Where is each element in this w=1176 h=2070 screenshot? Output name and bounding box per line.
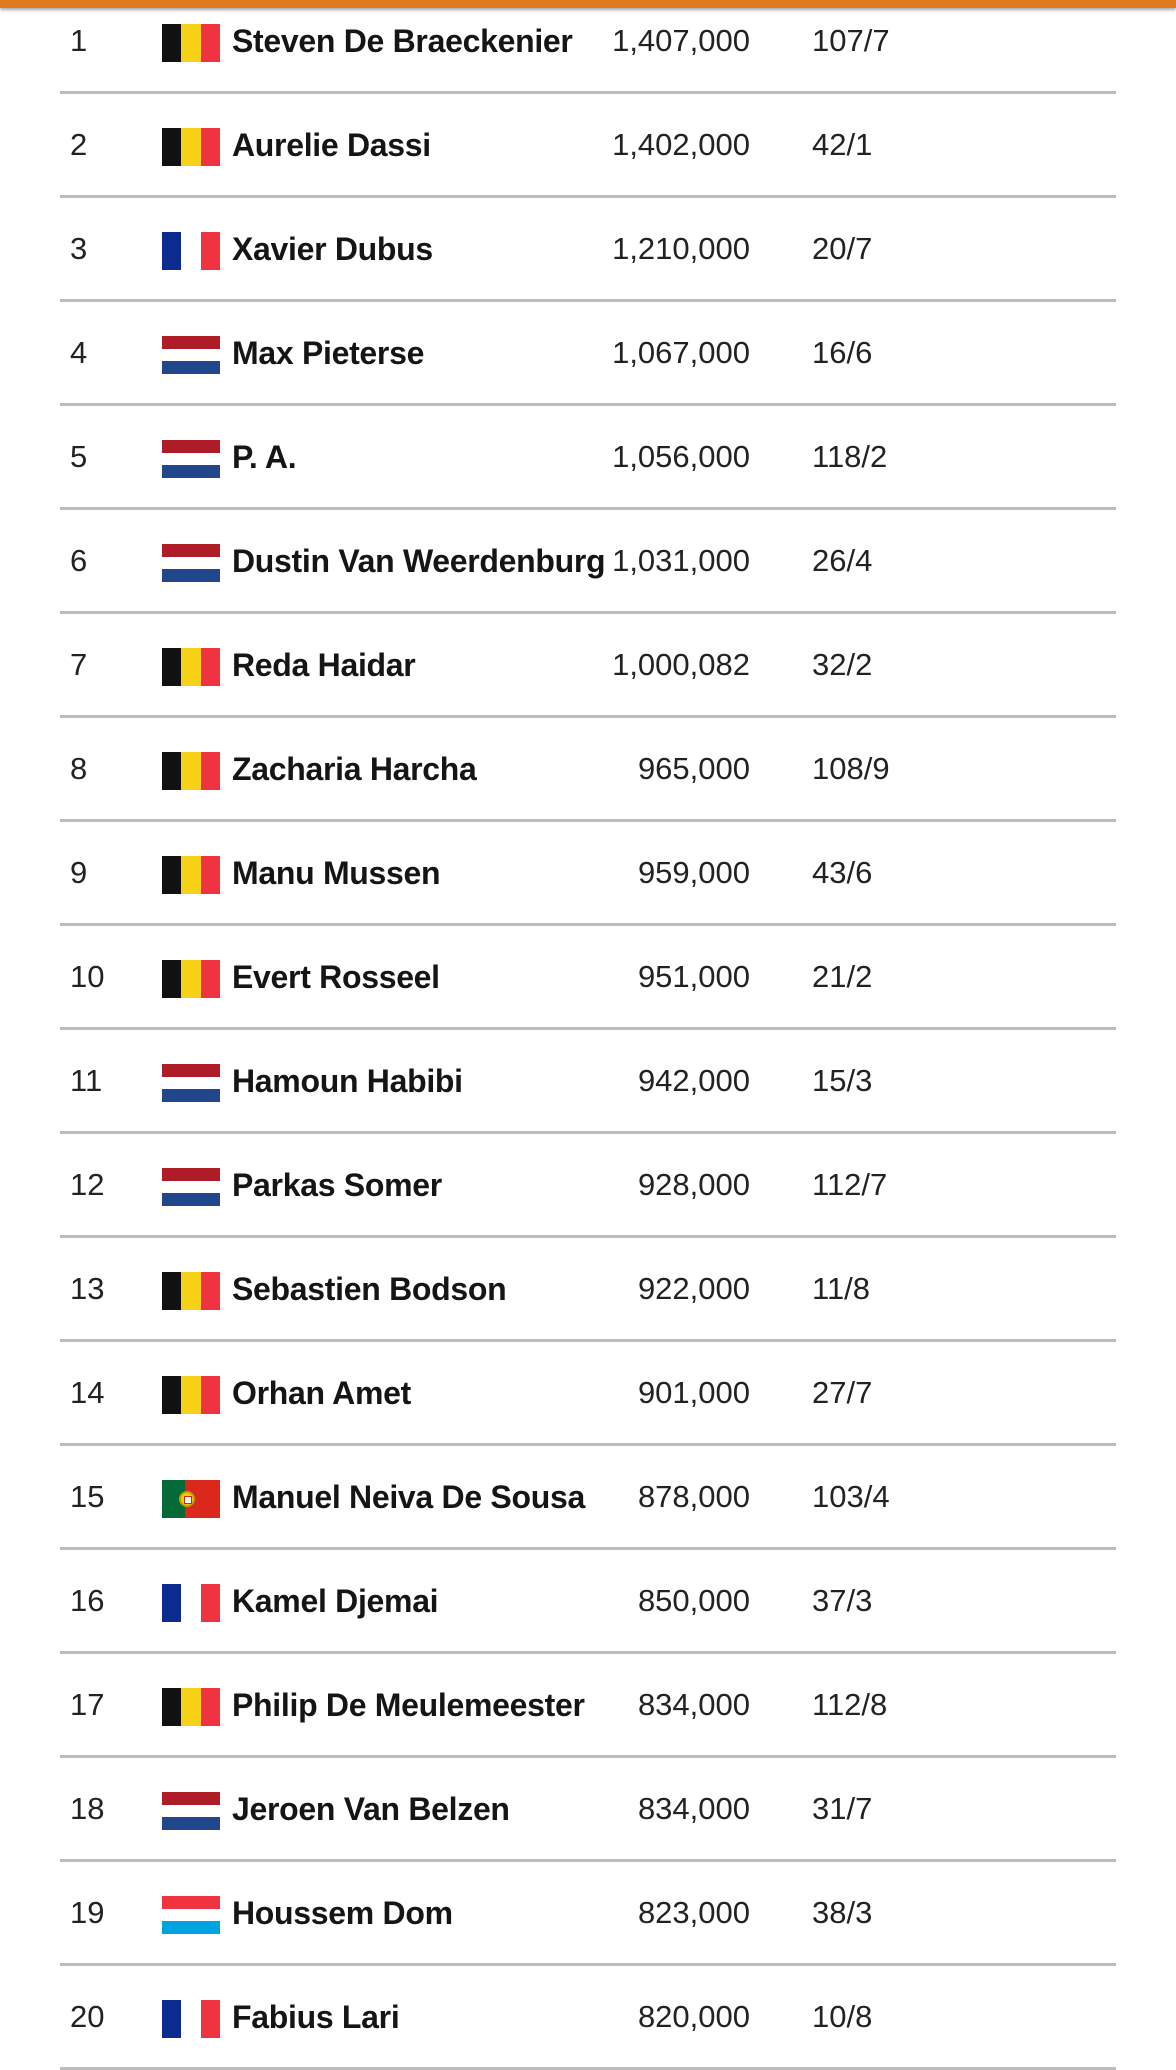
france-flag-icon xyxy=(162,2000,220,2038)
score-cell: 27/7 xyxy=(812,1375,873,1410)
netherlands-flag-icon xyxy=(162,1792,220,1830)
table-row xyxy=(0,1446,1176,1550)
table-row xyxy=(0,1134,1176,1238)
score-cell: 15/3 xyxy=(812,1063,873,1098)
netherlands-flag-icon xyxy=(162,336,220,374)
table-row xyxy=(0,1030,1176,1134)
france-flag-icon xyxy=(162,232,220,270)
score-cell: 26/4 xyxy=(812,543,873,578)
score-cell: 20/7 xyxy=(812,231,873,266)
table-row xyxy=(0,718,1176,822)
player-name: Xavier Dubus xyxy=(232,230,433,267)
points-cell: 834,000 xyxy=(637,1791,750,1826)
points-cell: 1,407,000 xyxy=(612,23,750,58)
score-cell: 21/2 xyxy=(812,959,873,994)
player-name: Max Pieterse xyxy=(232,334,425,371)
rank-cell: 13 xyxy=(70,1271,105,1306)
points-cell: 901,000 xyxy=(637,1375,750,1410)
belgium-flag-icon xyxy=(162,960,220,998)
table-row xyxy=(0,302,1176,406)
player-name: Orhan Amet xyxy=(232,1374,411,1411)
table-row xyxy=(0,1862,1176,1966)
player-name: Kamel Djemai xyxy=(232,1582,439,1619)
score-cell: 32/2 xyxy=(812,647,873,682)
score-cell: 37/3 xyxy=(812,1583,873,1618)
points-cell: 834,000 xyxy=(637,1687,750,1722)
luxembourg-flag-icon xyxy=(162,1896,220,1934)
points-cell: 878,000 xyxy=(637,1479,750,1514)
points-cell: 850,000 xyxy=(637,1583,750,1618)
table-row xyxy=(0,510,1176,614)
table-row xyxy=(0,406,1176,510)
player-name: Sebastien Bodson xyxy=(232,1270,507,1307)
table-row xyxy=(0,614,1176,718)
netherlands-flag-icon xyxy=(162,544,220,582)
player-name: Zacharia Harcha xyxy=(232,750,477,787)
score-cell: 38/3 xyxy=(812,1895,873,1930)
belgium-flag-icon xyxy=(162,856,220,894)
table-row xyxy=(0,198,1176,302)
points-cell: 959,000 xyxy=(637,855,750,890)
player-name: Parkas Somer xyxy=(232,1166,442,1203)
rank-cell: 15 xyxy=(70,1479,105,1514)
score-cell: 112/7 xyxy=(812,1167,888,1202)
player-name: Hamoun Habibi xyxy=(232,1062,463,1099)
rank-cell: 19 xyxy=(70,1895,105,1930)
player-name: Jeroen Van Belzen xyxy=(232,1790,510,1827)
table-row xyxy=(0,1238,1176,1342)
points-cell: 942,000 xyxy=(637,1063,750,1098)
rank-cell: 18 xyxy=(70,1791,105,1826)
score-cell: 43/6 xyxy=(812,855,873,890)
player-name: Philip De Meulemeester xyxy=(232,1686,585,1723)
rank-cell: 11 xyxy=(70,1063,103,1098)
rank-cell: 10 xyxy=(70,959,105,994)
player-name: Evert Rosseel xyxy=(232,958,440,995)
player-name: Dustin Van Weerdenburg xyxy=(232,542,606,579)
score-cell: 103/4 xyxy=(812,1479,890,1514)
table-row xyxy=(0,1342,1176,1446)
player-name: Reda Haidar xyxy=(232,646,416,683)
table-row xyxy=(0,926,1176,1030)
points-cell: 922,000 xyxy=(637,1271,750,1306)
rank-cell: 4 xyxy=(70,335,88,370)
belgium-flag-icon xyxy=(162,1272,220,1310)
rank-cell: 17 xyxy=(70,1687,105,1722)
score-cell: 16/6 xyxy=(812,335,873,370)
belgium-flag-icon xyxy=(162,24,220,62)
netherlands-flag-icon xyxy=(162,440,220,478)
points-cell: 1,031,000 xyxy=(612,543,750,578)
points-cell: 820,000 xyxy=(637,1999,750,2034)
score-cell: 31/7 xyxy=(812,1791,873,1826)
score-cell: 42/1 xyxy=(812,127,873,162)
score-cell: 118/2 xyxy=(812,439,888,474)
netherlands-flag-icon xyxy=(162,1168,220,1206)
points-cell: 951,000 xyxy=(637,959,750,994)
player-name: Fabius Lari xyxy=(232,1998,400,2035)
table-row xyxy=(0,1550,1176,1654)
score-cell: 108/9 xyxy=(812,751,890,786)
points-cell: 965,000 xyxy=(637,751,750,786)
france-flag-icon xyxy=(162,1584,220,1622)
player-name: Manuel Neiva De Sousa xyxy=(232,1478,585,1515)
rank-cell: 20 xyxy=(70,1999,105,2034)
belgium-flag-icon xyxy=(162,752,220,790)
rank-cell: 5 xyxy=(70,439,88,474)
score-cell: 10/8 xyxy=(812,1999,873,2034)
table-row xyxy=(0,1654,1176,1758)
table-row xyxy=(0,1758,1176,1862)
player-name: Houssem Dom xyxy=(232,1894,453,1931)
rank-cell: 6 xyxy=(70,543,88,578)
score-cell: 107/7 xyxy=(812,23,890,58)
rank-cell: 12 xyxy=(70,1167,105,1202)
rank-cell: 2 xyxy=(70,127,88,162)
table-row xyxy=(0,1966,1176,2070)
portugal-flag-icon xyxy=(162,1480,220,1518)
player-name: Aurelie Dassi xyxy=(232,126,431,163)
points-cell: 1,056,000 xyxy=(612,439,750,474)
points-cell: 1,000,082 xyxy=(612,647,750,682)
points-cell: 1,402,000 xyxy=(612,127,750,162)
table-row xyxy=(0,0,1176,94)
points-cell: 1,067,000 xyxy=(612,335,750,370)
score-cell: 112/8 xyxy=(812,1687,888,1722)
rank-cell: 16 xyxy=(70,1583,105,1618)
rank-cell: 7 xyxy=(70,647,88,682)
rank-cell: 3 xyxy=(70,231,88,266)
score-cell: 11/8 xyxy=(812,1271,871,1306)
belgium-flag-icon xyxy=(162,1688,220,1726)
rank-cell: 14 xyxy=(70,1375,105,1410)
points-cell: 823,000 xyxy=(637,1895,750,1930)
belgium-flag-icon xyxy=(162,128,220,166)
netherlands-flag-icon xyxy=(162,1064,220,1102)
top-accent-bar xyxy=(0,0,1176,8)
points-cell: 928,000 xyxy=(637,1167,750,1202)
belgium-flag-icon xyxy=(162,1376,220,1414)
belgium-flag-icon xyxy=(162,648,220,686)
rank-cell: 9 xyxy=(70,855,88,890)
table-row xyxy=(0,822,1176,926)
player-name: Manu Mussen xyxy=(232,854,441,891)
table-row xyxy=(0,94,1176,198)
rank-cell: 1 xyxy=(70,23,88,58)
rank-cell: 8 xyxy=(70,751,88,786)
points-cell: 1,210,000 xyxy=(612,231,750,266)
player-name: Steven De Braeckenier xyxy=(232,22,573,59)
player-name: P. A. xyxy=(232,438,297,475)
